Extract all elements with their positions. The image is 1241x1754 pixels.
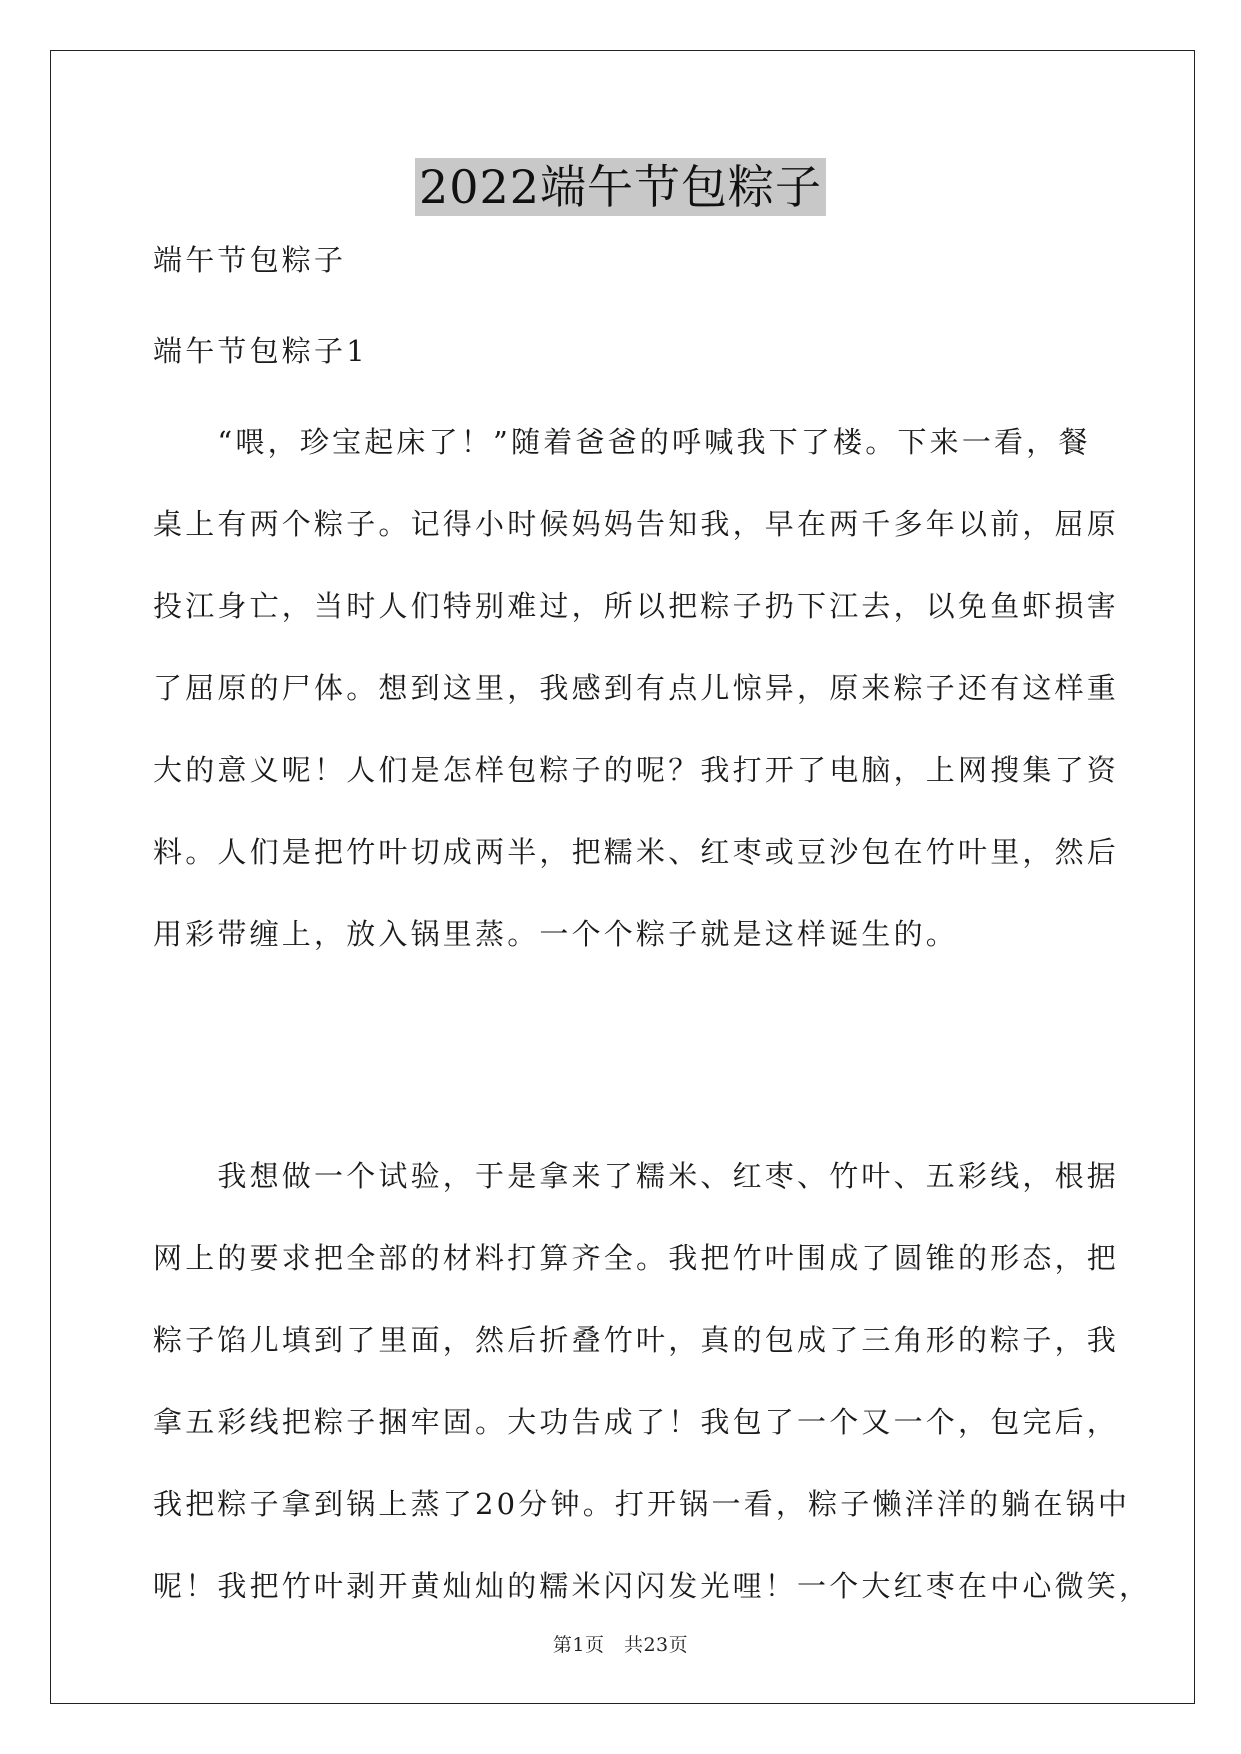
paragraph-line: 我想做一个试验，于是拿来了糯米、红枣、竹叶、五彩线，根据 [153,1159,1120,1193]
paragraph-line: 桌上有两个粽子。记得小时候妈妈告知我，早在两千多年以前，屈原 [153,507,1120,541]
paragraph-line: 用彩带缠上，放入锅里蒸。一个个粽子就是这样诞生的。 [153,917,959,951]
paragraph-gap [153,991,1091,1151]
paragraph-line: 投江身亡，当时人们特别难过，所以把粽子扔下江去，以免鱼虾损害 [153,589,1120,623]
paragraph-2 [153,1151,1152,1643]
document-body [153,235,1152,1643]
document-title: 2022端午节包粽子 [415,158,826,216]
paragraph-line: 了屈原的尸体。想到这里，我感到有点儿惊异，原来粽子还有这样重 [153,671,1120,705]
title-container [0,158,1241,216]
paragraph-line: 网上的要求把全部的材料打算齐全。我把竹叶围成了圆锥的形态，把 [153,1241,1120,1275]
paragraph-line: 大的意义呢！人们是怎样包粽子的呢？我打开了电脑，上网搜集了资 [153,753,1120,787]
document-subtitle: 端午节包粽子 [153,243,347,277]
paragraph-1 [153,417,1120,991]
paragraph-line: 我把粽子拿到锅上蒸了20分钟。打开锅一看，粽子懒洋洋的躺在锅中 [153,1487,1131,1521]
paragraph-line: 料。人们是把竹叶切成两半，把糯米、红枣或豆沙包在竹叶里，然后 [153,835,1120,869]
page-number-footer: 第1页 共23页 [552,1634,689,1656]
paragraph-line: 拿五彩线把粽子捆牢固。大功告成了！我包了一个又一个，包完后， [153,1405,1120,1439]
paragraph-line: 呢！我把竹叶剥开黄灿灿的糯米闪闪发光哩！一个大红枣在中心微笑， [153,1569,1152,1603]
section-heading: 端午节包粽子1 [153,334,368,368]
paragraph-line: 粽子馅儿填到了里面，然后折叠竹叶，真的包成了三角形的粽子，我 [153,1323,1120,1357]
paragraph-line: “喂，珍宝起床了！”随着爸爸的呼喊我下了楼。下来一看，餐 [153,425,1091,459]
